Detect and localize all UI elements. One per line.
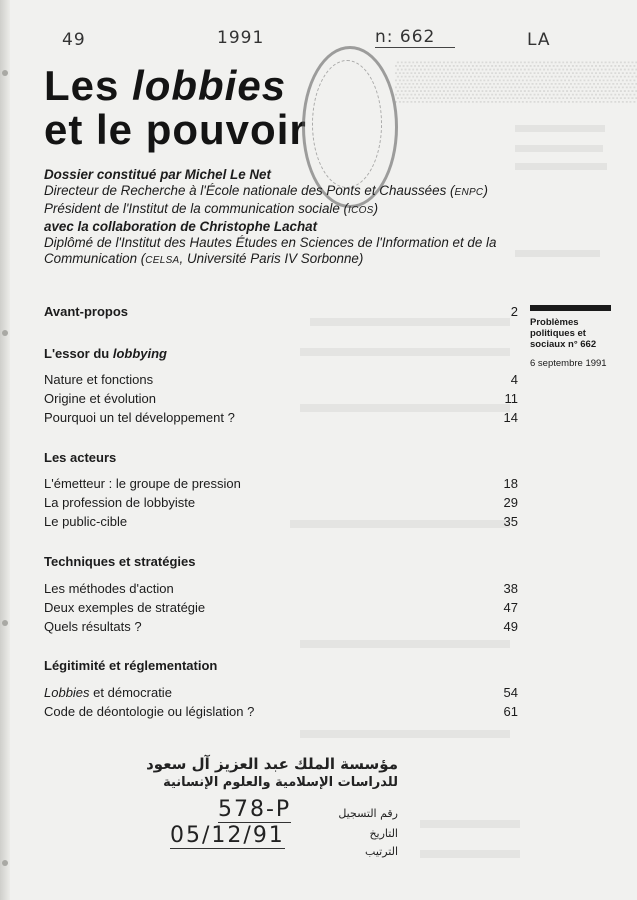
show-through-line — [515, 125, 605, 132]
show-through-line — [515, 250, 600, 257]
stamp-date-label: التاريخ — [369, 827, 398, 840]
handwritten-note-right: LA — [527, 30, 551, 50]
stamp-register-label: رقم التسجيل — [338, 807, 398, 820]
stamp-register-value: 578-P — [218, 797, 292, 822]
page-title — [44, 64, 307, 152]
author-role-2: Président de l'Institut de la communication sociale (ICOS) — [44, 201, 379, 216]
show-through-heading: ▒▒▒▒▒▒▒▒▒ — [395, 60, 637, 102]
stamp-institution-line-1: مؤسسة الملك عبد العزيز آل سعود — [146, 755, 398, 773]
series-label: Problèmes politiques et sociaux n° 662 — [530, 317, 597, 350]
publication-date: 6 septembre 1991 — [530, 358, 607, 369]
binding-hole — [2, 620, 8, 626]
author-role-1: Directeur de Recherche à l'École nationale des Ponts et Chaussées (ENPC) — [44, 183, 488, 198]
library-registration-stamp — [148, 755, 398, 865]
binding-hole — [2, 330, 8, 336]
show-through-line — [300, 404, 510, 412]
author-line: Dossier constitué par Michel Le Net — [44, 167, 271, 182]
show-through-line — [290, 520, 510, 528]
show-through-line — [515, 163, 607, 170]
show-through-line — [310, 318, 510, 326]
stamp-institution-line-2: للدراسات الإسلامية والعلوم الإنسانية — [163, 775, 398, 790]
series-sidebar — [530, 305, 611, 369]
binding-hole — [2, 860, 8, 866]
page-binding-edge — [0, 0, 10, 900]
collaboration-line: avec la collaboration de Christophe Lachat — [44, 219, 318, 234]
stamp-date-value: 05/12/91 — [170, 823, 285, 848]
credits-block — [44, 167, 514, 269]
title-italic: lobbies — [132, 62, 287, 109]
handwritten-note-left: 49 — [62, 30, 86, 50]
show-through-line — [515, 145, 603, 152]
stamp-classification-label: الترتيب — [365, 845, 398, 858]
handwritten-note-year: 1991 — [217, 28, 265, 48]
handwritten-note-number: n: 662 — [375, 27, 455, 48]
sidebar-rule — [530, 305, 611, 311]
show-through-line — [420, 820, 520, 828]
title-plain: Les — [44, 62, 133, 109]
show-through-line — [300, 640, 510, 648]
binding-hole — [2, 70, 8, 76]
show-through-line — [300, 730, 510, 738]
toc-page-number: 2 — [510, 304, 518, 319]
show-through-line — [420, 850, 520, 858]
title-line-1 — [44, 64, 307, 108]
show-through-line — [300, 348, 510, 356]
collaborator-role: Diplômé de l'Institut des Hautes Études en Sciences de l'Information et de la Communication (CELSA, Université Paris IV Sorbonne) — [44, 235, 497, 266]
title-line-2: et le pouvoir — [44, 106, 307, 153]
